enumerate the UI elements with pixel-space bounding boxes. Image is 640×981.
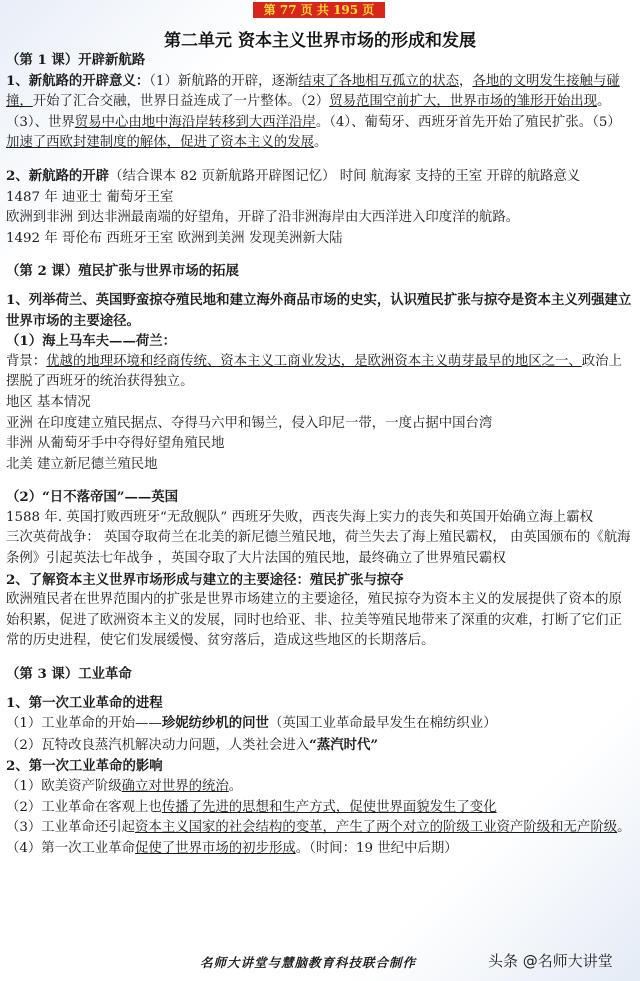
text-run: （1）工业革命的开始—— (6, 716, 162, 732)
text-run: 。 (617, 820, 631, 836)
text-run: （1）新航路的开辟，逐渐 (149, 73, 299, 89)
region-row: 亚洲 在印度建立殖民据点、夺得马六甲和锡兰，侵入印尼一带，一度占据中国台湾 (6, 415, 493, 431)
point-label: 2、新航路的开辟 (6, 167, 110, 184)
underlined-text: 促使了世界市场的初步形成 (135, 840, 296, 856)
underlined-text: 传播了先进的思想和生产方式，促使世界面貌发生了变化 (161, 799, 497, 815)
text-run: 开始了汇合交融，世界日益连成了一片整体。（2） (32, 94, 330, 110)
lesson-3-point-1: 1、第一次工业革命的进程 (6, 694, 163, 711)
text-run: （4）第一次工业革命 (6, 840, 136, 856)
text-run: （1）欧美资产阶级 (6, 779, 122, 794)
lesson-2-point-2: 2、了解资本主义世界市场形成与建立的主要途径：殖民扩张与掠夺 (6, 571, 404, 588)
netherlands-subheading: （1）海上马车夫——荷兰： (6, 333, 177, 350)
lesson-1-point-2 (6, 166, 634, 188)
region-row: 北美 建立新尼德兰殖民地 (6, 456, 158, 472)
text-run: （3）工业革命还引起 (6, 820, 136, 836)
text-run: 。（5） (578, 114, 621, 130)
underlined-text: 结束了各地相互孤立的状态 (298, 73, 460, 89)
text-run: 。 (313, 135, 328, 151)
voyage-row: 欧洲到非洲 到达非洲最南端的好望角，开辟了沿非洲海岸由大西洋进入印度洋的航路。 (6, 210, 520, 226)
background-paragraph (6, 352, 634, 393)
page-number-badge: 第 77 页 共 195 页 (253, 2, 385, 18)
text-run: （2）瓦特改良蒸汽机解决动力问题，人类社会进入 (6, 737, 310, 753)
region-row: 地区 基本情况 (6, 394, 91, 410)
document-body (6, 50, 634, 859)
underlined-text: 加速了西欧封建制度的解体，促进了资本主义的发展 (6, 135, 314, 151)
voyage-row: 1492 年 哥伦布 西班牙王室 欧洲到美洲 发现美洲新大陆 (6, 230, 343, 246)
impact-item-3 (6, 818, 634, 839)
underlined-text: 各地的文明发生接触与碰撞， (6, 73, 620, 110)
text-run: 政治上摆脱了西班牙的统治获得独立。 (6, 353, 622, 390)
footer-credit: 名师大讲堂与慧脑教育科技联合制作 (200, 955, 417, 970)
impact-item-2 (6, 798, 634, 819)
impact-item-1 (6, 777, 634, 798)
text-run: 。（3）、世界 (6, 94, 611, 130)
lesson-3-point-2: 2、第一次工业革命的影响 (6, 758, 163, 775)
text-run: 背景： (6, 353, 47, 369)
britain-event-1: 1588 年. 英国打败西班牙“无敌舰队” 西班牙失败，西丧失海上实力的丧失和英国开始确立海上霸权 (6, 509, 594, 525)
text-run: （英国工业革命最早发生在棉纺织业） (268, 716, 497, 732)
bold-text: 珍妮纺纱机的问世 (161, 715, 269, 732)
lesson-2-heading: （第 2 课）殖民扩张与世界市场的拓展 (6, 263, 239, 280)
text-run: （结合课本 82 页新航路开辟图记忆） 时间 航海家 支持的王室 开辟的航路意义 (109, 168, 581, 184)
progress-item-2 (6, 735, 634, 757)
underlined-text: 资本主义国家的社会结构的变革，产生了两个对立的阶级工业资产阶级和无产阶级 (135, 820, 618, 836)
lesson-1-heading: （第 1 课）开辟新航路 (6, 52, 146, 68)
britain-event-2: 三次英荷战争： 英国夺取荷兰在北美的新尼德兰殖民地，荷兰失去了海上殖民霸权， 由英国颁布的《航海条例》引起英法七年战争 ，英国夺取了大片法国的殖民地，最终确立了世界殖民霸权 (6, 530, 631, 567)
region-row: 非洲 从葡萄牙手中夺得好望角殖民地 (6, 436, 225, 452)
text-run: 。（时间：19 世纪中后期） (295, 840, 458, 856)
impact-item-4 (6, 839, 634, 860)
text-run: （2）工业革命在客观上也 (6, 799, 162, 815)
bold-text: “蒸汽时代” (309, 736, 379, 753)
watermark-brand: 头条 @名师大讲堂 (488, 952, 613, 970)
lesson-1-point-1 (6, 71, 634, 154)
britain-subheading: （2）“日不落帝国”——英国 (6, 489, 179, 506)
underlined-text: 贸易范围空前扩大，世界市场的雏形开始出现 (329, 94, 598, 110)
point-label: 1、新航路的开辟意义： (6, 72, 150, 89)
text-run: ， (459, 73, 473, 89)
text-run: 。 (228, 779, 243, 794)
unit-title: 第二单元 资本主义世界市场的形成和发展 (164, 31, 476, 51)
text-run: 。（4）、葡萄牙、西班牙首先开始了殖民扩张 (315, 114, 579, 130)
page-footer (0, 950, 640, 974)
progress-item-1 (6, 713, 634, 735)
underlined-text: 贸易中心由地中海沿岸转移到大西洋沿岸 (74, 114, 316, 130)
lesson-2-point-1: 1、列举荷兰、英国野蛮掠夺殖民地和建立海外商品市场的史实，认识殖民扩张与掠夺是资本主义列强建立世界市场的主要途径。 (6, 291, 632, 329)
underlined-text: 确立对世界的统治 (121, 779, 229, 794)
lesson-2-point-2-text: 欧洲殖民者在世界范围内的扩张是世界市场建立的主要途径，殖民掠夺为资本主义的发展提供了资本的原始积累，促进了欧洲资本主义的发展，同时也给亚、非、拉美等殖民地带来了深重的灾难，打断了它们正常的历史进程，使它们发展缓慢、贫穷落后，造成这些地区的长期落后。 (6, 592, 622, 649)
lesson-3-heading: （第 3 课）工业革命 (6, 666, 132, 683)
voyage-row: 1487 年 迪亚士 葡萄牙王室 (6, 189, 174, 205)
underlined-text: 优越的地理环境和经商传统、资本主义工商业发达，是欧洲资本主义萌芽最早的地区之一、 (46, 353, 582, 369)
